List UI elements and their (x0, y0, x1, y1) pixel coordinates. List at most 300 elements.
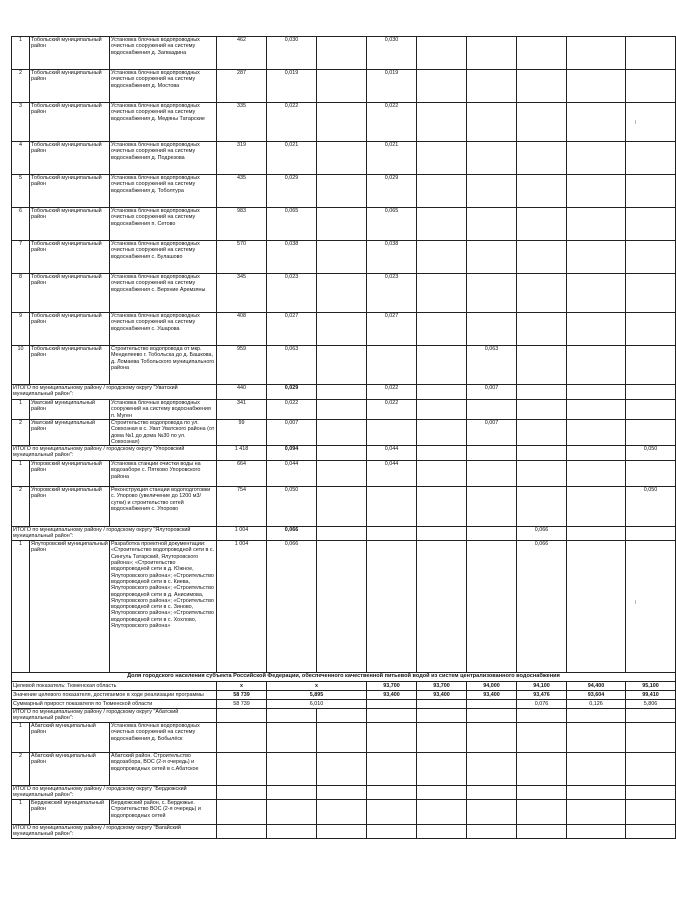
description-cell: Установка блочных водопроводных очистных сооружений на систему водоснабжения с. Верхние Аремзяны (110, 274, 217, 313)
value-cell: 0,030 (367, 37, 417, 70)
subtotal-label: ИТОГО по муниципальному району / городскому округу "Упоровский муниципальный район": (12, 446, 217, 461)
indicator-value: 93,700 (367, 682, 417, 691)
municipality-cell: Тобольский муниципальный район (30, 241, 110, 274)
value-cell (317, 385, 367, 400)
value-cell: 754 (217, 487, 267, 527)
value-cell: 435 (217, 175, 267, 208)
value-cell (417, 825, 467, 839)
value-cell (567, 103, 626, 142)
value-cell (517, 346, 567, 385)
value-cell (417, 241, 467, 274)
indicator-value: 93,400 (417, 691, 467, 700)
value-cell (567, 487, 626, 527)
value-cell (517, 825, 567, 839)
value-cell (517, 274, 567, 313)
value-cell (317, 487, 367, 527)
subtotal-row (12, 385, 676, 400)
value-cell (217, 825, 267, 839)
value-cell (217, 709, 267, 723)
value-cell: 0,065 (267, 208, 317, 241)
value-cell: 1 418 (217, 446, 267, 461)
municipality-cell: Упоровский муниципальный район (30, 461, 110, 487)
value-cell (517, 70, 567, 103)
table-row (12, 241, 676, 274)
value-cell: 0,044 (367, 461, 417, 487)
value-cell (626, 420, 676, 446)
value-cell (567, 313, 626, 346)
value-cell: 1 004 (217, 527, 267, 541)
indicator-value: 93,700 (417, 682, 467, 691)
municipality-cell: Тобольский муниципальный район (30, 142, 110, 175)
value-cell (317, 37, 367, 70)
value-cell: 0,019 (367, 70, 417, 103)
value-cell (317, 142, 367, 175)
value-cell: 0,066 (517, 541, 567, 673)
value-cell: 0,038 (267, 241, 317, 274)
value-cell (417, 70, 467, 103)
indicator-value (367, 700, 417, 709)
value-cell (467, 527, 517, 541)
row-number: 7 (12, 241, 30, 274)
indicator-value (467, 700, 517, 709)
value-cell (367, 800, 417, 825)
value-cell (517, 709, 567, 723)
table-row (12, 723, 676, 753)
value-cell (367, 709, 417, 723)
value-cell (417, 487, 467, 527)
value-cell: 0,023 (267, 274, 317, 313)
value-cell (417, 461, 467, 487)
municipality-cell: Бердюжский муниципальный район (30, 800, 110, 825)
value-cell (467, 709, 517, 723)
value-cell: 0,066 (267, 541, 317, 673)
value-cell (517, 753, 567, 786)
value-cell: 0,063 (467, 346, 517, 385)
row-number: 2 (12, 420, 30, 446)
municipality-cell: Тобольский муниципальный район (30, 103, 110, 142)
row-number: 3 (12, 103, 30, 142)
value-cell (267, 753, 317, 786)
indicator-value: 94,400 (567, 682, 626, 691)
description-cell: Установка блочных водопроводных очистных сооружений на систему водоснабжения д. Тоболтура (110, 175, 217, 208)
value-cell: 1 004 (217, 541, 267, 673)
description-cell: Бердюжский район, с. Бердюжье. Строительство ВОС (2-я очередь) и водопроводных сетей (110, 800, 217, 825)
value-cell (317, 103, 367, 142)
value-cell (367, 541, 417, 673)
indicator-value (417, 700, 467, 709)
municipality-cell: Упоровский муниципальный район (30, 487, 110, 527)
description-cell: Установка блочных водопроводных очистных сооружений на систему водоснабжения д. Мостова (110, 70, 217, 103)
value-cell (367, 527, 417, 541)
value-cell (417, 274, 467, 313)
description-cell: Абатский район. Строительство водозабора, ВОС (2-я очередь) и водопроводных сетей в с.Абатское (110, 753, 217, 786)
value-cell (417, 142, 467, 175)
table-row (12, 487, 676, 527)
subtotal-row (12, 527, 676, 541)
value-cell: 0,007 (467, 420, 517, 446)
indicator-value: 5,806 (626, 700, 676, 709)
value-cell (417, 800, 467, 825)
value-cell (317, 346, 367, 385)
value-cell: 287 (217, 70, 267, 103)
value-cell (417, 400, 467, 420)
value-cell (517, 313, 567, 346)
value-cell: 335 (217, 103, 267, 142)
value-cell (467, 208, 517, 241)
subtotal-label: ИТОГО по муниципальному району / городскому округу "Уватский муниципальный район": (12, 385, 217, 400)
value-cell (626, 274, 676, 313)
value-cell (567, 825, 626, 839)
value-cell (567, 786, 626, 800)
value-cell (567, 420, 626, 446)
value-cell (626, 103, 676, 142)
value-cell (567, 709, 626, 723)
row-number: 1 (12, 461, 30, 487)
indicator-row (12, 700, 676, 709)
value-cell (626, 723, 676, 753)
value-cell (626, 37, 676, 70)
value-cell: 0,030 (267, 37, 317, 70)
subtotal-label: ИТОГО по муниципальному району / городскому округу "Абатский муниципальный район": (12, 709, 217, 723)
value-cell: 0,022 (367, 385, 417, 400)
value-cell (567, 346, 626, 385)
value-cell (367, 487, 417, 527)
municipality-cell: Абатский муниципальный район (30, 753, 110, 786)
value-cell: 0,038 (367, 241, 417, 274)
value-cell (317, 825, 367, 839)
value-cell: 0,021 (367, 142, 417, 175)
indicator-value: 58 739 (217, 700, 267, 709)
table-row (12, 313, 676, 346)
value-cell: 0,022 (367, 400, 417, 420)
value-cell (467, 142, 517, 175)
row-number: 10 (12, 346, 30, 385)
municipality-cell: Тобольский муниципальный район (30, 37, 110, 70)
table-row (12, 274, 676, 313)
value-cell (467, 487, 517, 527)
municipality-cell: Уватский муниципальный район (30, 400, 110, 420)
value-cell (467, 541, 517, 673)
value-cell (367, 753, 417, 786)
indicator-label: Значение целевого показателя, достигаемое в ходе реализации программы (12, 691, 217, 700)
subtotal-row (12, 825, 676, 839)
description-cell: Строительство водопровода от мкр. Менделеево г. Тобольска до д. Башкова, д. Ломаева Тобольского муниципального района (110, 346, 217, 385)
indicator-value: 93,476 (517, 691, 567, 700)
value-cell (467, 241, 517, 274)
value-cell (317, 420, 367, 446)
indicator-label: Целевой показатель: Тюменская область (12, 682, 217, 691)
indicator-value: х (267, 682, 367, 691)
row-number: 1 (12, 723, 30, 753)
table-row (12, 175, 676, 208)
value-cell (567, 274, 626, 313)
municipality-cell: Тобольский муниципальный район (30, 208, 110, 241)
value-cell: 0,063 (267, 346, 317, 385)
indicator-value: 94,000 (467, 682, 517, 691)
subtotal-row (12, 709, 676, 723)
value-cell (467, 400, 517, 420)
value-cell (567, 527, 626, 541)
value-cell (567, 541, 626, 673)
value-cell (626, 346, 676, 385)
value-cell (567, 37, 626, 70)
municipality-cell: Ялуторовский муниципальный район (30, 541, 110, 673)
value-cell (217, 753, 267, 786)
table-row (12, 800, 676, 825)
subtotal-row (12, 786, 676, 800)
value-cell (217, 723, 267, 753)
indicator-value: 0,126 (567, 700, 626, 709)
value-cell (417, 786, 467, 800)
value-cell (267, 723, 317, 753)
value-cell (317, 208, 367, 241)
value-cell: 0,066 (517, 527, 567, 541)
description-cell: Установка блочных водопроводных очистных сооружений на систему водоснабжения д. Медяны Татарские (110, 103, 217, 142)
description-cell: Установка блочных водопроводных очистных сооружений на систему водоснабжения п. Сетово (110, 208, 217, 241)
value-cell (626, 70, 676, 103)
value-cell (567, 208, 626, 241)
value-cell (517, 37, 567, 70)
value-cell (626, 461, 676, 487)
value-cell (567, 142, 626, 175)
value-cell: 0,050 (626, 487, 676, 527)
value-cell (626, 313, 676, 346)
value-cell (626, 208, 676, 241)
indicator-label: Суммарный прирост показателя по Тюменской области (12, 700, 217, 709)
value-cell (417, 446, 467, 461)
value-cell (467, 753, 517, 786)
table-row (12, 753, 676, 786)
value-cell (317, 786, 367, 800)
indicator-value: 93,604 (567, 691, 626, 700)
value-cell: 341 (217, 400, 267, 420)
value-cell (517, 446, 567, 461)
value-cell (517, 400, 567, 420)
value-cell (626, 175, 676, 208)
value-cell: 0,007 (467, 385, 517, 400)
value-cell: 0,065 (367, 208, 417, 241)
value-cell (317, 723, 367, 753)
value-cell (317, 527, 367, 541)
value-cell (417, 346, 467, 385)
value-cell (267, 709, 317, 723)
row-number: 2 (12, 753, 30, 786)
description-cell: Реконструкция станции водоподготовки с. Упорово (увеличение до 1200 м3/сутки) и строительство сетей водоснабжения с. Упорово (110, 487, 217, 527)
value-cell (417, 313, 467, 346)
value-cell (567, 175, 626, 208)
data-table (11, 36, 676, 839)
row-number: 6 (12, 208, 30, 241)
value-cell: 345 (217, 274, 267, 313)
value-cell: 0,023 (367, 274, 417, 313)
value-cell (417, 709, 467, 723)
value-cell (417, 541, 467, 673)
value-cell: 440 (217, 385, 267, 400)
value-cell (567, 723, 626, 753)
value-cell (317, 446, 367, 461)
indicator-row (12, 691, 676, 700)
value-cell (626, 541, 676, 673)
value-cell (626, 753, 676, 786)
value-cell: 0,029 (367, 175, 417, 208)
table-row (12, 461, 676, 487)
value-cell (626, 800, 676, 825)
value-cell (317, 753, 367, 786)
value-cell (417, 723, 467, 753)
municipality-cell: Тобольский муниципальный район (30, 346, 110, 385)
value-cell: 0,029 (267, 385, 317, 400)
value-cell: 0,050 (626, 446, 676, 461)
subtotal-label: ИТОГО по муниципальному району / городскому округу "Вагайский муниципальный район": (12, 825, 217, 839)
row-number: 1 (12, 541, 30, 673)
value-cell (517, 420, 567, 446)
indicator-value: 99,410 (626, 691, 676, 700)
value-cell (567, 800, 626, 825)
value-cell (517, 103, 567, 142)
description-cell: Строительство водопровода по ул. Совхозная в с. Уват Уватского района (от дома №1 до дома №30 по ул. Совхозная) (110, 420, 217, 446)
row-number: 2 (12, 487, 30, 527)
table-row (12, 142, 676, 175)
value-cell (317, 400, 367, 420)
row-number: 5 (12, 175, 30, 208)
value-cell (567, 446, 626, 461)
indicator-value: 93,400 (467, 691, 517, 700)
value-cell (317, 241, 367, 274)
value-cell (567, 70, 626, 103)
value-cell (626, 825, 676, 839)
description-cell: Установка блочных водопроводных очистных сооружений на систему водоснабжения с. Булашово (110, 241, 217, 274)
row-number: 4 (12, 142, 30, 175)
table-row (12, 346, 676, 385)
value-cell (367, 346, 417, 385)
value-cell (417, 527, 467, 541)
value-cell (567, 753, 626, 786)
value-cell: 570 (217, 241, 267, 274)
value-cell: 408 (217, 313, 267, 346)
indicator-value: 0,076 (517, 700, 567, 709)
value-cell (517, 723, 567, 753)
description-cell: Установка блочных водопроводных очистных сооружений на систему водоснабжения с. Ушарова (110, 313, 217, 346)
value-cell (217, 786, 267, 800)
value-cell: 0,044 (267, 461, 317, 487)
indicator-value: 5,895 (267, 691, 367, 700)
table-row (12, 103, 676, 142)
row-number: 9 (12, 313, 30, 346)
value-cell (317, 709, 367, 723)
description-cell: Установка блочных водопроводных очистных сооружений на систему водоснабжения д. Загваздина (110, 37, 217, 70)
indicator-row (12, 682, 676, 691)
municipality-cell: Тобольский муниципальный район (30, 313, 110, 346)
table-row (12, 208, 676, 241)
value-cell (317, 274, 367, 313)
indicator-value: х (217, 682, 267, 691)
value-cell (626, 400, 676, 420)
value-cell (467, 37, 517, 70)
indicator-value: 58 739 (217, 691, 267, 700)
municipality-cell: Тобольский муниципальный район (30, 274, 110, 313)
value-cell: 0,022 (267, 103, 317, 142)
indicator-value: 94,100 (517, 682, 567, 691)
value-cell (417, 175, 467, 208)
value-cell (626, 709, 676, 723)
municipality-cell: Уватский муниципальный район (30, 420, 110, 446)
value-cell: 0,022 (367, 103, 417, 142)
table-row (12, 541, 676, 673)
value-cell (317, 313, 367, 346)
indicator-value: 6,010 (267, 700, 367, 709)
table-row (12, 400, 676, 420)
table-row (12, 420, 676, 446)
description-cell: Установка блочных водопроводных очистных сооружений на систему водоснабжения д. Подрезова (110, 142, 217, 175)
value-cell (317, 800, 367, 825)
value-cell (467, 723, 517, 753)
value-cell (626, 527, 676, 541)
value-cell (317, 70, 367, 103)
value-cell (467, 70, 517, 103)
value-cell (517, 487, 567, 527)
value-cell (417, 753, 467, 786)
value-cell (517, 241, 567, 274)
row-number: 8 (12, 274, 30, 313)
value-cell (417, 103, 467, 142)
value-cell (626, 241, 676, 274)
row-number: 1 (12, 400, 30, 420)
value-cell (467, 175, 517, 208)
value-cell: 0,021 (267, 142, 317, 175)
row-number: 2 (12, 70, 30, 103)
indicator-value: 95,100 (626, 682, 676, 691)
row-number: 1 (12, 37, 30, 70)
value-cell (417, 420, 467, 446)
value-cell (517, 175, 567, 208)
subtotal-label: ИТОГО по муниципальному району / городскому округу "Бердюжский муниципальный район": (12, 786, 217, 800)
value-cell (417, 37, 467, 70)
table-row (12, 37, 676, 70)
value-cell (267, 800, 317, 825)
value-cell (317, 461, 367, 487)
value-cell (567, 385, 626, 400)
value-cell: 319 (217, 142, 267, 175)
value-cell (626, 385, 676, 400)
value-cell (267, 825, 317, 839)
value-cell: 0,022 (267, 400, 317, 420)
value-cell: 664 (217, 461, 267, 487)
value-cell (267, 786, 317, 800)
description-cell: Установка блочных водопроводных сооружений на систему водоснабжения п. Муген (110, 400, 217, 420)
subtotal-row (12, 446, 676, 461)
indicator-value: 93,400 (367, 691, 417, 700)
value-cell (517, 142, 567, 175)
value-cell: 0,094 (267, 446, 317, 461)
value-cell (367, 786, 417, 800)
value-cell (467, 274, 517, 313)
value-cell: 0,007 (267, 420, 317, 446)
value-cell (317, 541, 367, 673)
value-cell: 0,066 (267, 527, 317, 541)
value-cell (467, 103, 517, 142)
section-header-row (12, 673, 676, 682)
value-cell: 99 (217, 420, 267, 446)
value-cell: 462 (217, 37, 267, 70)
value-cell (567, 241, 626, 274)
value-cell (517, 385, 567, 400)
value-cell (367, 723, 417, 753)
value-cell: 0,050 (267, 487, 317, 527)
description-cell: Установка станции очистки воды на водозаборе с. Пятково Упоровского района (110, 461, 217, 487)
municipality-cell: Тобольский муниципальный район (30, 175, 110, 208)
value-cell: 0,027 (367, 313, 417, 346)
value-cell (517, 786, 567, 800)
